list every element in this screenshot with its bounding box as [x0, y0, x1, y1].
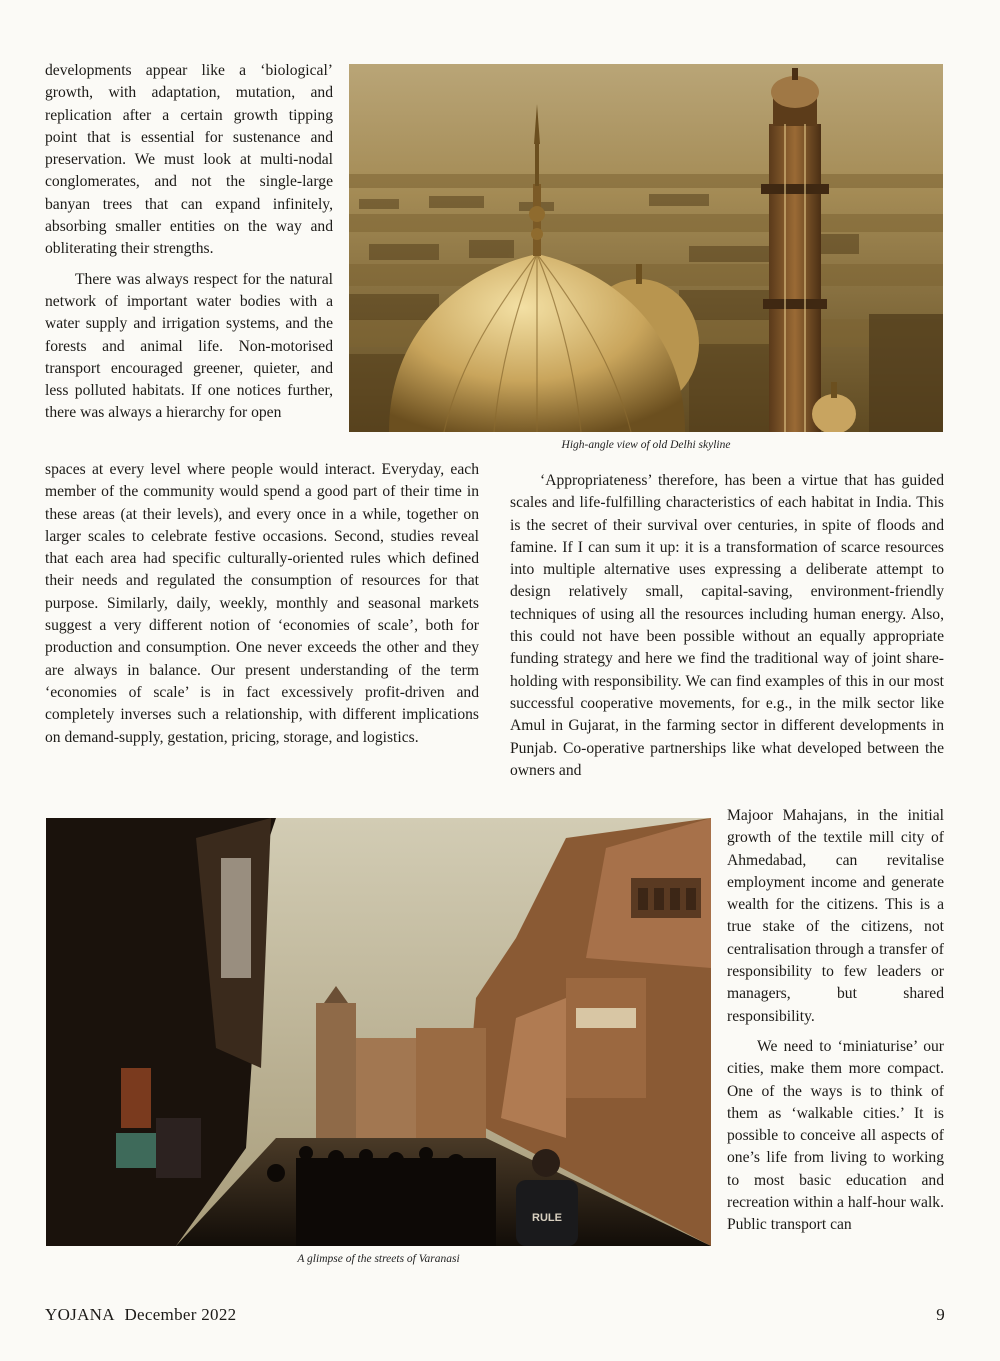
photo-caption-delhi: High-angle view of old Delhi skyline	[561, 439, 731, 451]
paragraph: spaces at every level where people would interact. Everyday, each member of the community would spend a good part of their time in these areas (at their levels), and every once in a while, together on larger scales to celebrate festive occasions. Second, studies reveal that each area had specific culturally-oriented rules which defined their needs and regulated the consumption of resources for that purpose. Similarly, daily, weekly, monthly and seasonal markets suggest a very different notion of ‘economies of scale’, both for production and consumption. One never exceeds the other and they are always in balance. Our present understanding of the term ‘economies of scale’ is in fact excessively profit-driven and completely inverses such a relationship, with different implications on demand-supply, gestation, pricing, storage, and logistics.	[45, 461, 479, 746]
paragraph: developments appear like a ‘biological’ growth, with adaptation, mutation, and replication after a certain growth tipping point that is essential for sustenance and preservation. We must look at multi-nodal conglomerates, and not the single-large banyan trees that can expand infinitely, absorbing smaller entities on the way and obliterating their strengths.	[45, 62, 333, 258]
photo-delhi-skyline	[349, 64, 943, 432]
issue-date: December 2022	[124, 1305, 237, 1324]
paragraph: Majoor Mahajans, in the initial growth of the textile mill city of Ahmedabad, can revitalise employment income and generate wealth for the citizens. This is a true stake of the citizens, not centralisation through a transfer of responsibility to few leaders or managers, but shared responsibility.	[727, 807, 944, 1025]
article-column-left	[45, 459, 479, 749]
magazine-name: YOJANA	[45, 1305, 114, 1324]
paragraph: We need to ‘miniaturise’ our cities, make them more compact. One of the ways is to think of them as ‘walkable cities.’ It is possible to conceive all aspects of one’s life from living to working to most basic education and recreation within a half-hour walk. Public transport can	[727, 1037, 944, 1234]
photo-caption-varanasi: A glimpse of the streets of Varanasi	[297, 1253, 460, 1265]
article-column-left-top	[45, 60, 333, 425]
paragraph: ‘Appropriateness’ therefore, has been a virtue that has guided scales and life-fulfilling characteristics of each habitat in India. This is the secret of their survival over centuries, in spite of floods and famine. If I can sum it up: it is a transformation of scarce resources into multiple alternative uses expressing a deliberate attempt to design relatively small, capital-saving, environment-friendly techniques of using all the resources including human energy. Also, this could not have been possible without an equally appropriate funding strategy and here we find the traditional way of joint share-holding with responsibility. We can find examples of this in our most successful cooperative movements, for e.g., in the milk sector like Amul in Gujarat, in the farming sector in different developments in Punjab. Co-operative partnerships like what developed between the owners and	[510, 472, 944, 779]
paragraph: There was always respect for the natural network of important water bodies with a water supply and irrigation systems, and the forests and animal life. Non-motorised transport encouraged greener, quieter, and less polluted habitats. If one notices further, there was always a hierarchy for open	[45, 270, 333, 422]
article-column-right	[510, 470, 944, 782]
photo-varanasi-street	[46, 818, 711, 1246]
shirt-print-text: RULE	[532, 1212, 562, 1224]
footer-publication	[45, 1305, 236, 1325]
page-number: 9	[936, 1305, 945, 1324]
article-column-right-bottom	[727, 805, 944, 1237]
